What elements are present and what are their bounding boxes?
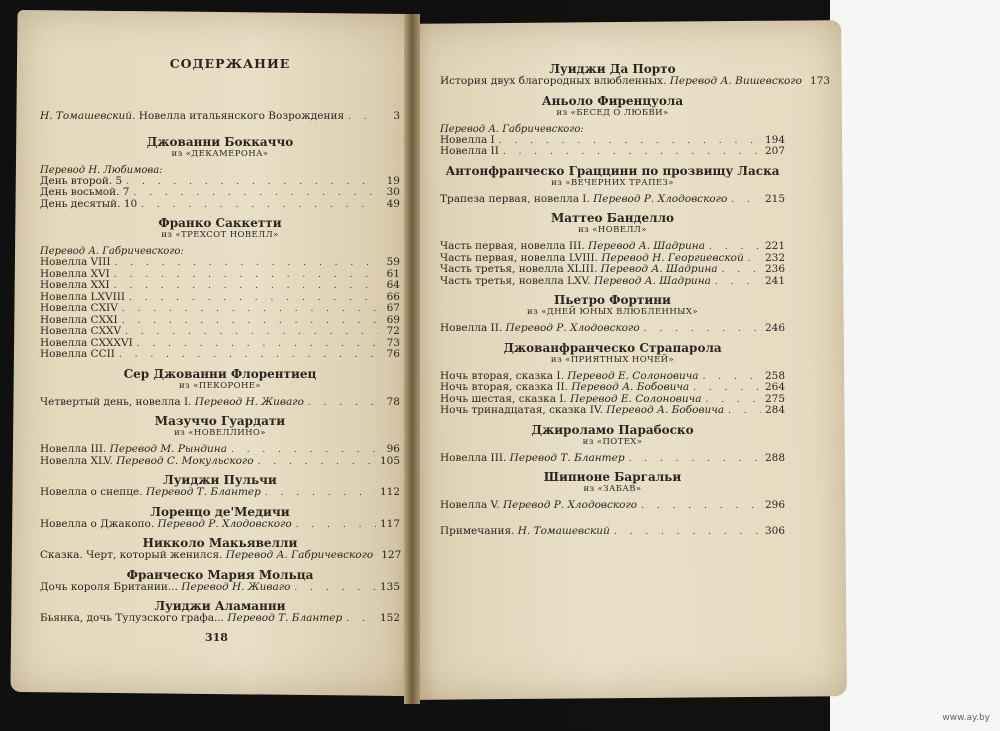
entry-translator: Перевод А. Вишевского — [669, 75, 802, 87]
entry-translator: Перевод Р. Хлодовского — [502, 499, 638, 511]
entry-label-group — [440, 264, 718, 275]
entry-page: 78 — [386, 395, 400, 408]
entry-label-group — [440, 323, 640, 334]
toc-section — [40, 538, 400, 562]
entry-label-group — [440, 405, 724, 416]
entry-label-group — [40, 456, 254, 467]
entry-label: Новелла о Джакопо. — [40, 517, 155, 530]
dot-leader — [122, 304, 378, 315]
dot-leader — [114, 281, 378, 292]
entry-label-group — [440, 76, 802, 87]
entry-label: Новелла CXXV — [40, 325, 122, 337]
entry-page: 288 — [764, 451, 785, 464]
toc-section — [440, 340, 785, 417]
toc-entry — [440, 146, 785, 158]
watermark: www.ay.by — [942, 713, 990, 723]
dot-leader — [629, 454, 761, 465]
entry-label-group — [40, 338, 133, 349]
entry-label-group — [40, 269, 110, 280]
collection-title: из «ДЕКАМЕРОНА» — [171, 148, 269, 159]
entry-label: Бьянка, дочь Тулузского графа... — [40, 612, 224, 624]
entry-label: Сказка. Черт, который женился. — [40, 549, 223, 561]
toc-section — [40, 504, 400, 531]
entry-translator: Перевод А. Шадрина — [600, 263, 718, 275]
entry-label-group — [40, 292, 125, 303]
notes-page: 306 — [764, 524, 785, 537]
toc-entry — [40, 397, 400, 409]
entry-label: История двух благородных влюбленных. — [440, 75, 667, 87]
book-gutter — [404, 14, 420, 704]
entry-translator: Перевод Т. Блантер — [509, 451, 625, 464]
entry-label: Новелла II. — [440, 322, 503, 334]
entry-label: Новелла I — [440, 133, 495, 146]
dot-leader — [693, 383, 761, 394]
author-heading: Аньоло Фиренцуола — [541, 93, 684, 108]
entry-page: 30 — [386, 186, 400, 198]
entry-page: 72 — [386, 325, 400, 337]
entry-page: 61 — [386, 267, 400, 280]
entry-page: 221 — [764, 240, 785, 252]
entry-label: Новелла III. — [40, 443, 107, 455]
author-heading: Шипионе Баргальи — [543, 470, 682, 484]
toc-section — [40, 475, 400, 499]
entry-label-group — [440, 146, 499, 157]
entry-page: 135 — [379, 580, 400, 593]
entry-label-group — [40, 444, 227, 455]
author-heading: Сер Джованни Флорентиец — [123, 366, 317, 381]
author-heading: Джованфранческо Страпарола — [503, 340, 722, 355]
entry-translator: Перевод А. Бобовича — [571, 381, 690, 393]
translator-credit: Перевод Н. Любимова: — [40, 164, 163, 176]
dot-leader — [731, 195, 761, 206]
toc-section — [40, 416, 400, 467]
translator-credit: Перевод А. Габричевского: — [40, 246, 184, 257]
dot-leader — [748, 254, 761, 265]
dot-leader — [715, 277, 761, 288]
author-heading: Джироламо Парабоско — [531, 422, 694, 437]
collection-title: из «НОВЕЛЛ» — [578, 225, 647, 235]
entry-translator: Перевод Т. Блантер — [145, 486, 261, 498]
author-heading: Мазуччо Гуардати — [154, 414, 286, 428]
dot-leader — [122, 316, 378, 327]
entry-label-group — [440, 394, 701, 405]
dot-leader — [114, 270, 378, 281]
author-heading: Луиджи Аламанни — [154, 599, 286, 613]
notes-author: Н. Томашевский — [517, 524, 610, 537]
toc-entry — [440, 405, 785, 417]
entry-label-group — [440, 453, 625, 464]
dot-leader — [614, 527, 761, 538]
entry-translator: Перевод Е. Солоновича — [570, 392, 702, 405]
intro-page: 3 — [393, 110, 400, 122]
entry-label-group — [40, 487, 261, 498]
entry-translator: Перевод А. Габричевского — [225, 549, 374, 561]
toc-section — [40, 567, 400, 594]
toc-section — [40, 218, 400, 361]
author-heading: Франко Саккетти — [158, 216, 282, 230]
dot-leader — [115, 258, 378, 269]
entry-label: Новелла о снепце. — [40, 486, 143, 498]
entry-translator: Перевод Е. Солоновича — [567, 369, 699, 382]
toc-entry — [40, 582, 400, 594]
entry-label-group — [40, 315, 118, 326]
dot-leader — [641, 501, 761, 512]
entry-label-group — [440, 371, 699, 382]
entry-translator: Перевод А. Шадрина — [593, 274, 711, 287]
collection-title: из «ЗАБАВ» — [583, 484, 642, 494]
entry-label-group — [440, 194, 727, 205]
entry-translator: Перевод С. Мокульского — [116, 454, 254, 467]
entry-page: 241 — [764, 274, 785, 287]
collection-title: из «БЕСЕД О ЛЮБВИ» — [556, 107, 669, 118]
entry-label-group — [40, 257, 111, 268]
toc-section — [440, 422, 785, 465]
entry-page: 127 — [381, 549, 402, 561]
entry-label-group — [40, 199, 137, 210]
entry-label-group — [40, 550, 373, 561]
toc-section — [440, 213, 785, 287]
dot-leader — [137, 339, 378, 350]
entry-label: Новелла CXXXVI — [40, 336, 133, 349]
dot-leader — [348, 112, 378, 123]
entry-label: Трапеза первая, новелла I. — [440, 192, 590, 205]
entry-label-group — [40, 519, 292, 530]
entry-label: Ночь шестая, сказка I. — [440, 392, 567, 405]
entry-translator: Перевод А. Бобовича — [606, 404, 725, 416]
entry-label-group — [40, 613, 342, 624]
entry-label-group — [40, 280, 110, 291]
toc-section — [40, 134, 400, 211]
dot-leader — [703, 372, 761, 383]
entry-label: Часть третья, новелла LXV. — [440, 274, 591, 287]
page-number: 318 — [205, 631, 228, 644]
toc-entry — [40, 349, 400, 361]
toc-entry — [440, 500, 785, 512]
entry-label: Новелла CCII — [40, 348, 115, 360]
toc-entry — [40, 550, 400, 562]
dot-leader — [308, 398, 378, 409]
entry-label-group — [440, 382, 689, 393]
toc-entry — [440, 453, 785, 465]
author-heading: Луиджи Да Порто — [549, 62, 676, 76]
entry-label: День десятый. 10 — [40, 197, 138, 210]
dot-leader — [129, 293, 378, 304]
dot-leader — [126, 177, 378, 188]
entry-translator: Перевод Т. Блантер — [227, 612, 343, 624]
entry-label: Новелла XXI — [40, 279, 110, 291]
toc-section — [440, 93, 785, 158]
entry-page: 246 — [764, 322, 785, 334]
entry-label: Новелла CXIV — [40, 302, 118, 314]
entry-page: 49 — [386, 197, 400, 210]
entry-translator: Перевод Н. Георгиевской — [601, 251, 744, 264]
entry-page: 66 — [386, 290, 400, 303]
entry-page: 67 — [386, 302, 400, 314]
collection-title: из «ПЕКОРОНЕ» — [178, 380, 262, 391]
entry-label: Новелла CXXI — [40, 313, 118, 326]
dot-leader — [265, 488, 376, 499]
dot-leader — [722, 265, 761, 276]
collection-title: из «НОВЕЛЛИНО» — [174, 428, 266, 438]
entry-label: Новелла III. — [440, 451, 507, 464]
entry-label-group — [40, 326, 121, 337]
toc-section — [440, 295, 785, 335]
entry-page: 64 — [386, 279, 400, 291]
author-heading: Джованни Боккаччо — [146, 134, 294, 149]
entry-page: 69 — [386, 313, 400, 326]
entry-label: Новелла XLV. — [40, 454, 113, 467]
author-heading: Луиджи Пульчи — [163, 473, 277, 487]
notes-row — [440, 526, 785, 538]
entry-label: День восьмой. 7 — [40, 186, 130, 198]
collection-title: из «ПОТЕХ» — [582, 436, 643, 447]
entry-translator: Перевод А. Шадрина — [588, 240, 705, 252]
collection-title: из «ДНЕЙ ЮНЫХ ВЛЮБЛЕННЫХ» — [527, 307, 698, 317]
dot-leader — [294, 583, 376, 594]
dot-leader — [296, 520, 376, 531]
entry-label: Новелла VIII — [40, 256, 111, 268]
entry-label-group — [40, 397, 304, 408]
translator-credit: Перевод А. Габричевского: — [440, 123, 584, 135]
entry-label: Четвертый день, новелла I. — [40, 395, 192, 408]
entry-page: 73 — [386, 336, 400, 349]
toc-intro-row — [40, 111, 400, 123]
entry-label: Ночь вторая, сказка I. — [440, 369, 564, 382]
entry-label: Ночь вторая, сказка II. — [440, 381, 569, 393]
entry-label: Новелла XVI — [40, 267, 110, 280]
entry-label-group — [40, 582, 290, 593]
scanner-margin — [830, 0, 1000, 731]
toc-entry — [440, 276, 785, 288]
entry-page: 284 — [764, 404, 785, 416]
toc-entry — [40, 613, 400, 625]
entry-label-group — [440, 135, 495, 146]
author-heading: Пьетро Фортини — [554, 293, 671, 307]
entry-page: 296 — [764, 499, 785, 511]
author-heading: Лоренцо де'Медичи — [150, 504, 290, 519]
entry-page: 96 — [386, 443, 400, 455]
dot-leader — [346, 614, 376, 625]
entry-page: 19 — [386, 174, 400, 187]
dot-leader — [499, 136, 761, 147]
toc-entry — [40, 199, 400, 211]
entry-page: 152 — [379, 612, 400, 624]
collection-title: из «ПРИЯТНЫХ НОЧЕЙ» — [550, 354, 675, 365]
entry-translator: Перевод Р. Хлодовского — [505, 322, 640, 334]
toc-section — [440, 62, 831, 88]
collection-title: из «ВЕЧЕРНИХ ТРАПЕЗ» — [551, 177, 674, 188]
entry-page: 236 — [764, 263, 785, 275]
entry-page: 207 — [764, 145, 785, 157]
dot-leader — [644, 324, 761, 335]
right-toc — [440, 62, 831, 537]
entry-label: Новелла V. — [440, 499, 500, 511]
entry-label-group — [440, 276, 711, 287]
author-heading: Никколо Макьявелли — [142, 536, 298, 550]
entry-label-group — [40, 176, 122, 187]
entry-page: 194 — [764, 133, 785, 146]
toc-entry — [440, 323, 785, 335]
toc-section — [440, 472, 785, 512]
entry-page: 105 — [379, 454, 400, 467]
entry-label-group — [440, 253, 744, 264]
entry-page: 215 — [764, 192, 785, 205]
entry-translator: Перевод Н. Живаго — [181, 580, 291, 593]
toc-section — [440, 163, 785, 206]
entry-translator: Перевод Н. Живаго — [194, 395, 304, 408]
entry-label: Часть третья, новелла XLIII. — [440, 263, 598, 275]
entry-page: 232 — [764, 251, 785, 264]
toc-entry — [40, 456, 400, 468]
toc-entry — [440, 75, 831, 88]
entry-translator: Перевод М. Рындина — [109, 443, 227, 455]
toc-entry — [440, 194, 785, 206]
dot-leader — [125, 327, 378, 338]
collection-title: из «ТРЕХСОТ НОВЕЛЛ» — [161, 230, 279, 240]
toc-entry — [40, 519, 400, 531]
entry-page: 59 — [386, 256, 400, 268]
entry-page: 112 — [379, 486, 400, 498]
entry-page: 76 — [386, 348, 400, 360]
entry-label-group — [440, 241, 705, 252]
dot-leader — [133, 188, 378, 199]
entry-label: Ночь тринадцатая, сказка IV. — [440, 404, 603, 416]
entry-translator: Перевод Р. Хлодовского — [593, 192, 728, 205]
entry-translator: Перевод Р. Хлодовского — [157, 517, 292, 530]
entry-label-group — [440, 500, 637, 511]
entry-label-group — [40, 303, 118, 314]
entry-page: 275 — [764, 392, 785, 405]
dot-leader — [119, 350, 378, 361]
entry-page: 117 — [379, 517, 400, 530]
entry-page: 264 — [764, 381, 785, 393]
entry-label-group — [40, 349, 115, 360]
toc-section — [40, 366, 400, 409]
entry-label: Новелла LXVIII — [40, 290, 126, 303]
author-heading: Франческо Мария Мольца — [126, 567, 314, 582]
dot-leader — [141, 200, 378, 211]
intro-text: Новелла итальянского Возрождения — [138, 110, 345, 122]
left-toc — [40, 56, 402, 644]
entry-label: Дочь короля Британии... — [40, 580, 178, 593]
entry-label: Часть первая, новелла III. — [440, 240, 585, 252]
entry-page: 173 — [809, 75, 831, 87]
entry-label-group — [40, 187, 129, 198]
entry-label: Новелла II — [440, 145, 499, 157]
dot-leader — [503, 147, 761, 158]
author-heading: Маттео Банделло — [550, 211, 675, 225]
author-heading: Антонфранческо Граццини по прозвищу Ласка — [445, 163, 780, 178]
toc-section — [40, 601, 400, 625]
intro-translator: Н. Томашевский. — [40, 110, 136, 122]
entry-label: День второй. 5 — [40, 174, 123, 187]
entry-label: Часть первая, новелла LVIII. — [440, 251, 598, 264]
notes-label: Примечания. — [440, 524, 515, 537]
entry-page: 258 — [764, 369, 785, 382]
dot-leader — [258, 457, 376, 468]
dot-leader — [728, 406, 761, 417]
toc-title: СОДЕРЖАНИЕ — [169, 56, 291, 71]
toc-entry — [40, 487, 400, 499]
